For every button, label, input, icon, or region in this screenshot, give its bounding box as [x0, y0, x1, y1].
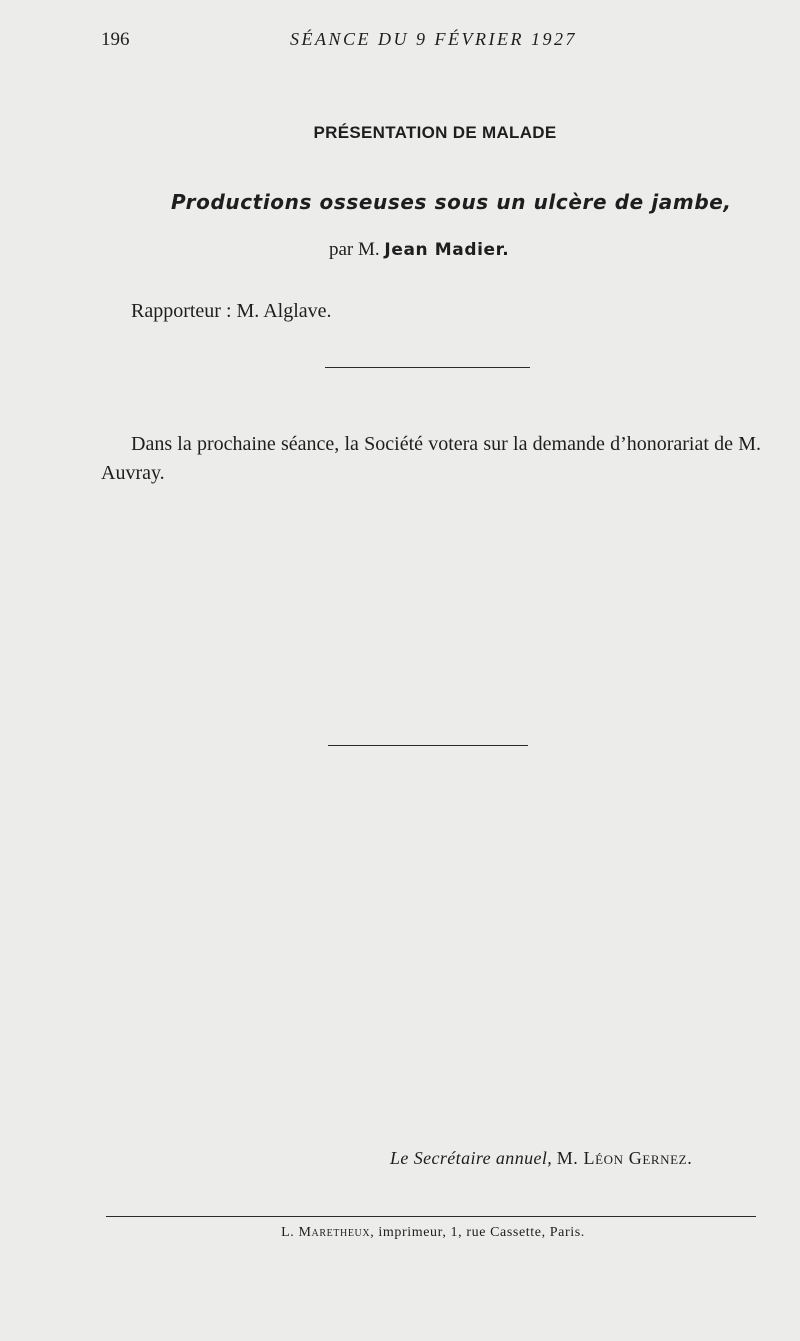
footer-rule — [106, 1216, 756, 1217]
running-head: SÉANCE DU 9 FÉVRIER 1927 — [290, 29, 577, 49]
article-title: Productions osseuses sous un ulcère de jambe, — [171, 190, 732, 214]
byline-prefix: par M. — [329, 239, 380, 260]
separator-rule-middle — [328, 745, 528, 746]
signature-line — [390, 1148, 692, 1169]
section-heading: PRÉSENTATION DE MALADE — [313, 123, 557, 142]
printer-name: L. Maretheux, — [281, 1225, 375, 1240]
announcement-paragraph: Dans la prochaine séance, la Société votera sur la demande d’honorariat de M. Auvray. — [101, 433, 761, 484]
page-number: 196 — [101, 29, 130, 50]
printer-address: imprimeur, 1, rue Cassette, Paris. — [378, 1225, 585, 1240]
separator-rule-top — [325, 367, 530, 368]
signature-name: M. Léon Gernez. — [556, 1148, 693, 1168]
byline — [329, 239, 509, 261]
signature-role: Le Secrétaire annuel, — [390, 1148, 553, 1168]
rapporteur-line: Rapporteur : M. Alglave. — [131, 300, 332, 322]
author-name: Jean Madier. — [384, 240, 510, 260]
printer-imprint — [0, 1225, 800, 1241]
